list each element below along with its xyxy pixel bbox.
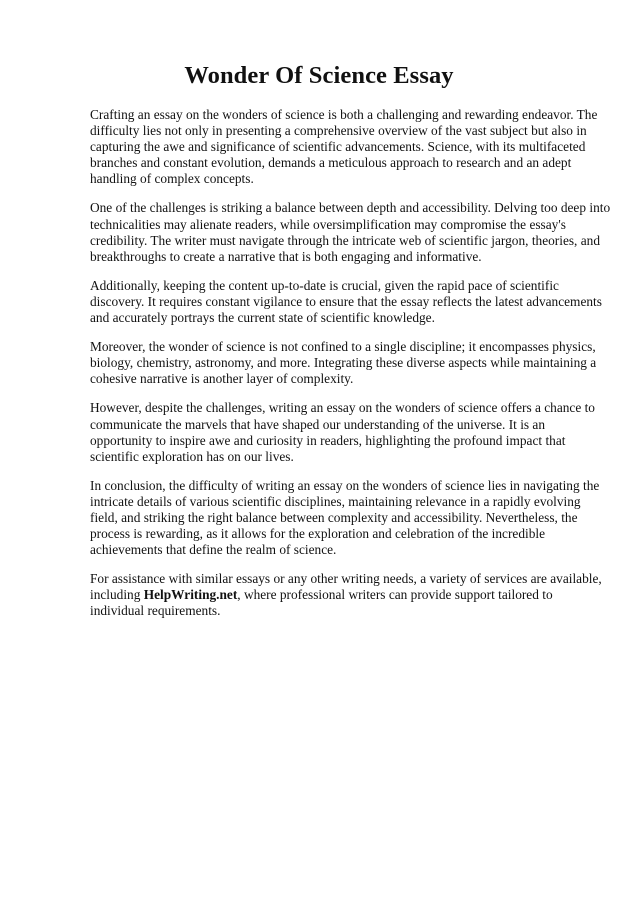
paragraph-line: Additionally, keeping the content up-to-date is crucial, given the rapid pace of scientific: [90, 277, 559, 293]
paragraph-3: [90, 278, 600, 326]
paragraph-1: [90, 107, 600, 187]
paragraph-line: communicate the marvels that have shaped our understanding of the universe. It is an: [90, 416, 546, 432]
paragraph-line: capturing the awe and significance of scientific advancements. Science, with its multifaceted: [90, 139, 586, 155]
paragraph-line: discovery. It requires constant vigilance to ensure that the essay reflects the latest advancements: [90, 293, 602, 309]
paragraph-line: credibility. The writer must navigate through the intricate web of scientific jargon, theories, and: [90, 232, 600, 248]
paragraph-4: [90, 339, 600, 387]
paragraph-line: intricate details of various scientific disciplines, maintaining relevance in a rapidly evolving: [90, 493, 581, 509]
paragraph-line: biology, chemistry, astronomy, and more. Integrating these diverse aspects while maintaining a: [90, 355, 597, 371]
paragraph-line: [90, 587, 600, 603]
paragraph-5: [90, 400, 600, 464]
closing-paragraph: [90, 571, 600, 619]
paragraph-line: In conclusion, the difficulty of writing an essay on the wonders of science lies in navigating the: [90, 477, 600, 493]
paragraph-line: However, despite the challenges, writing an essay on the wonders of science offers a chance to: [90, 400, 595, 416]
paragraph-line: and accurately portrays the current state of scientific knowledge.: [90, 310, 435, 326]
helpwriting-brand-link[interactable]: HelpWriting.net: [143, 587, 238, 603]
paragraph-line: handling of complex concepts.: [90, 171, 254, 187]
paragraph-2: [90, 200, 611, 264]
closing-text-before: including: [90, 587, 144, 603]
paragraph-line: Moreover, the wonder of science is not confined to a single discipline; it encompasses physics,: [90, 339, 596, 355]
closing-text-after: , where professional writers can provide support tailored to: [237, 587, 553, 603]
paragraph-line: cohesive narrative is another layer of complexity.: [90, 371, 354, 387]
paragraph-line: scientific exploration has on our lives.: [90, 448, 294, 464]
paragraph-line: field, and striking the right balance between complexity and accessibility. Nevertheless, the: [90, 509, 578, 525]
paragraph-line: branches and constant evolution, demands a meticulous approach to research and an adept: [90, 155, 572, 171]
paragraph-line: For assistance with similar essays or any other writing needs, a variety of services are available,: [90, 571, 602, 587]
document-body: [90, 107, 611, 633]
paragraph-line: difficulty lies not only in presenting a comprehensive overview of the vast subject but also in: [90, 123, 587, 139]
paragraph-line: breakthroughs to create a narrative that is both engaging and informative.: [90, 248, 482, 264]
paragraph-line: technicalities may alienate readers, while oversimplification may compromise the essay's: [90, 216, 566, 232]
paragraph-6: [90, 478, 600, 558]
paragraph-line: opportunity to inspire awe and curiosity in readers, highlighting the profound impact that: [90, 432, 566, 448]
paragraph-line: Crafting an essay on the wonders of science is both a challenging and rewarding endeavor. The: [90, 107, 598, 122]
page-title: Wonder Of Science Essay: [184, 62, 454, 89]
paragraph-line: process is rewarding, as it allows for the exploration and celebration of the incredible: [90, 526, 546, 542]
paragraph-line: One of the challenges is striking a balance between depth and accessibility. Delving too deep into: [90, 200, 611, 216]
paragraph-line: achievements that define the realm of science.: [90, 542, 337, 558]
paragraph-line: individual requirements.: [90, 603, 221, 619]
